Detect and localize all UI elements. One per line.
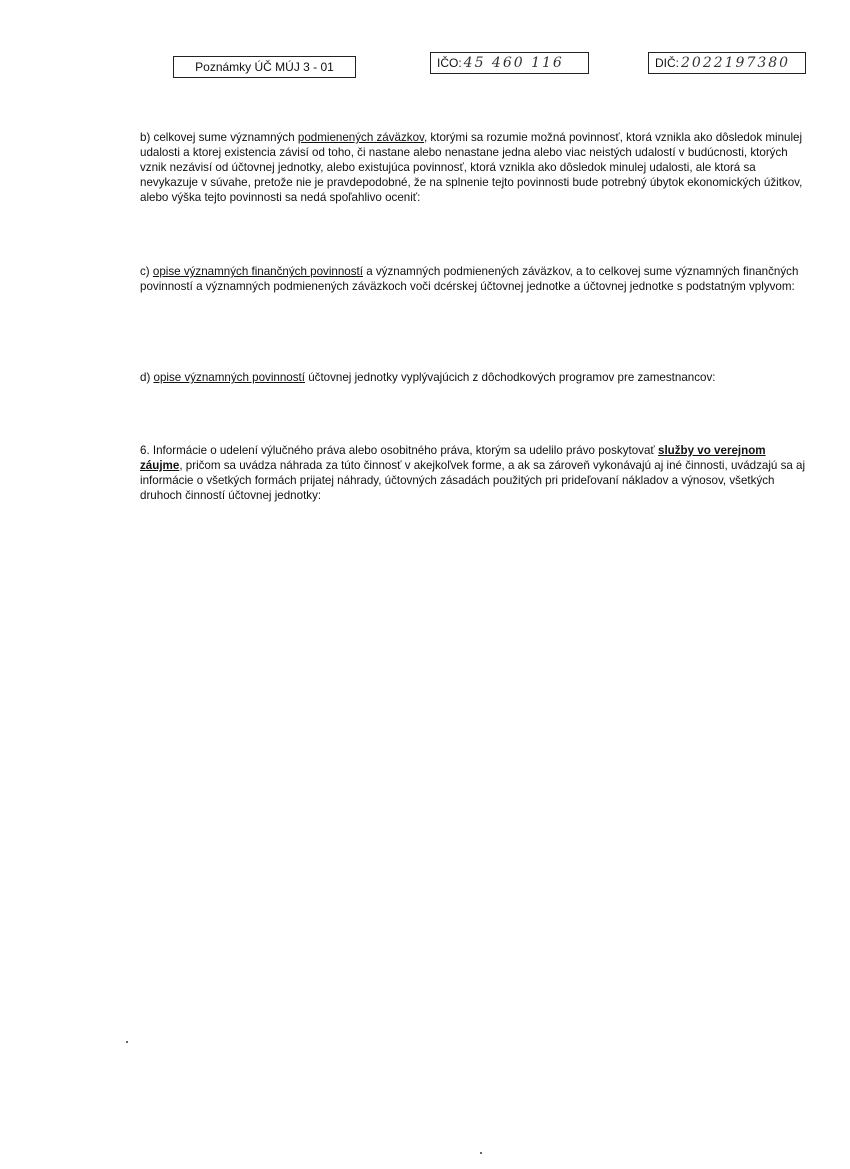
section-d-term: opise významných povinností (153, 371, 305, 384)
ico-handwritten-value: 45 460 116 (463, 55, 564, 71)
scan-speck (480, 1152, 482, 1154)
section-d-paragraph (140, 370, 808, 385)
section-6-paragraph (140, 443, 808, 503)
dic-label: DIČ: (655, 56, 679, 70)
section-b-paragraph (140, 130, 808, 205)
section-d-text: účtovnej jednotky vyplývajúcich z dôchodkových programov pre zamestnancov: (304, 371, 716, 384)
scan-speck (126, 1041, 128, 1043)
section-b-term: podmienených záväzkov (297, 131, 424, 144)
section-c-text: a významných podmienených záväzkov, a to celkovej sume významných finančných povinností a významných podmienených záväzkoch voči dcérskej účtovnej jednotke a účtovnej jednotke s podstatným vplyvom: (140, 265, 799, 293)
section-c-term: opise významných finančných povinností (152, 265, 363, 278)
section-c-paragraph (140, 264, 808, 294)
section-6-term: služby vo verejnom záujme (140, 444, 766, 472)
form-code-box (173, 56, 356, 78)
section-d-prefix: d) (140, 371, 154, 384)
dic-handwritten-value: 2022197380 (681, 55, 791, 71)
section-b-prefix: b) celkovej sume významných (140, 131, 298, 144)
dic-box (648, 52, 806, 74)
section-6-prefix: 6. Informácie o udelení výlučného práva alebo osobitného práva, ktorým sa udelilo právo poskytovať (140, 444, 658, 457)
form-code-label: Poznámky ÚČ MÚJ 3 - 01 (195, 60, 334, 74)
ico-box (430, 52, 589, 74)
section-6-text: , pričom sa uvádza náhrada za túto činnosť v akejkoľvek forme, a ak sa zároveň vykonávajú aj iné činnosti, uvádzajú sa aj informácie o všetkých formách prijatej náhrady, účtovných zásadách použitých pri prideľovaní nákladov a výnosov, všetkých druhoch činností účtovnej jednotky: (140, 459, 806, 502)
section-b-text: , ktorými sa rozumie možná povinnosť, ktorá vznikla ako dôsledok minulej udalosti a ktorej existencia závisí od toho, či nastane alebo nenastane jedna alebo viac neistých udalostí v budúcnosti, ktorých vznik nezávisí od účtovnej jednotky, alebo existujúca povinnosť, ktorá vznikla ako dôsledok minulej udalosti, ale ktorá sa nevykazuje v súvahe, pretože nie je pravdepodobné, že na splnenie tejto povinnosti bude potrebný úbytok ekonomických úžitkov, alebo výška tejto povinnosti sa nedá spoľahlivo oceniť: (140, 131, 803, 204)
ico-label: IČO: (437, 56, 462, 70)
section-c-prefix: c) (140, 265, 153, 278)
